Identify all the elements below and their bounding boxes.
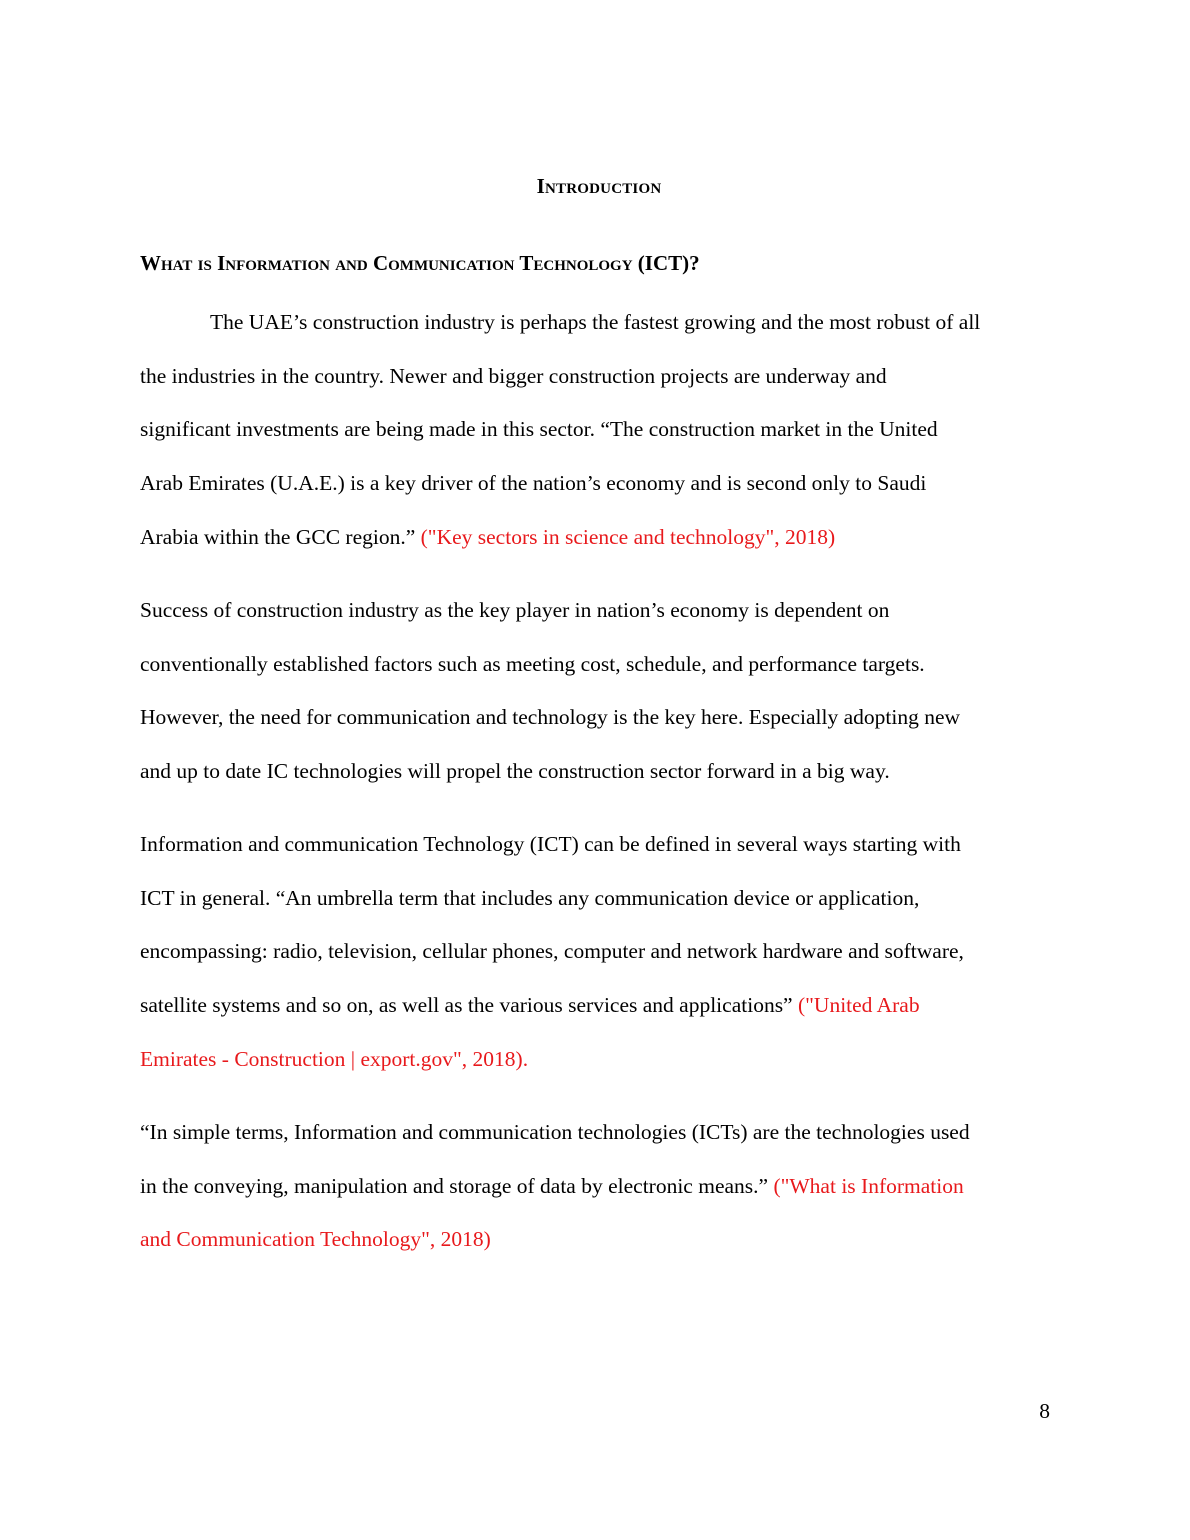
paragraph-line: Success of construction industry as the key player in nation’s economy is dependent on bbox=[140, 598, 890, 622]
paragraph-text: satellite systems and so on, as well as the various services and applications” bbox=[140, 993, 793, 1017]
citation: Emirates - Construction | export.gov", 2018). bbox=[140, 1047, 529, 1071]
paragraph-line bbox=[140, 1176, 964, 1198]
paragraph-line: The UAE’s construction industry is perhaps the fastest growing and the most robust of all bbox=[210, 310, 981, 334]
paragraph-line: the industries in the country. Newer and bigger construction projects are underway and bbox=[140, 364, 887, 388]
paragraph-line: Information and communication Technology (ICT) can be defined in several ways starting with bbox=[140, 832, 961, 856]
paragraph-line: “In simple terms, Information and communication technologies (ICTs) are the technologies used bbox=[140, 1120, 970, 1144]
paragraph-line: encompassing: radio, television, cellular phones, computer and network hardware and software, bbox=[140, 939, 964, 963]
page-number: 8 bbox=[1039, 1399, 1050, 1423]
paragraph-line: However, the need for communication and technology is the key here. Especially adopting new bbox=[140, 705, 961, 729]
citation: ("What is Information bbox=[773, 1174, 964, 1198]
paragraph-line: Arab Emirates (U.A.E.) is a key driver of the nation’s economy and is second only to Saudi bbox=[140, 471, 927, 495]
paragraph-line bbox=[140, 527, 835, 549]
paragraph-line: and up to date IC technologies will propel the construction sector forward in a big way. bbox=[140, 759, 890, 783]
citation: ("United Arab bbox=[797, 993, 920, 1017]
paragraph-line bbox=[140, 995, 920, 1017]
citation: ("Key sectors in science and technology", 2018) bbox=[420, 525, 836, 549]
paragraph-line: conventionally established factors such as meeting cost, schedule, and performance targets. bbox=[140, 652, 925, 676]
page-title: Introduction bbox=[536, 174, 662, 198]
paragraph-line: significant investments are being made in this sector. “The construction market in the United bbox=[140, 417, 938, 441]
citation: and Communication Technology", 2018) bbox=[140, 1227, 491, 1251]
paragraph-text: in the conveying, manipulation and storage of data by electronic means.” bbox=[140, 1174, 769, 1198]
paragraph-text: Arabia within the GCC region.” bbox=[140, 525, 416, 549]
section-heading: What is Information and Communication Technology (ICT)? bbox=[140, 251, 700, 275]
paragraph-line: ICT in general. “An umbrella term that includes any communication device or application, bbox=[140, 886, 920, 910]
